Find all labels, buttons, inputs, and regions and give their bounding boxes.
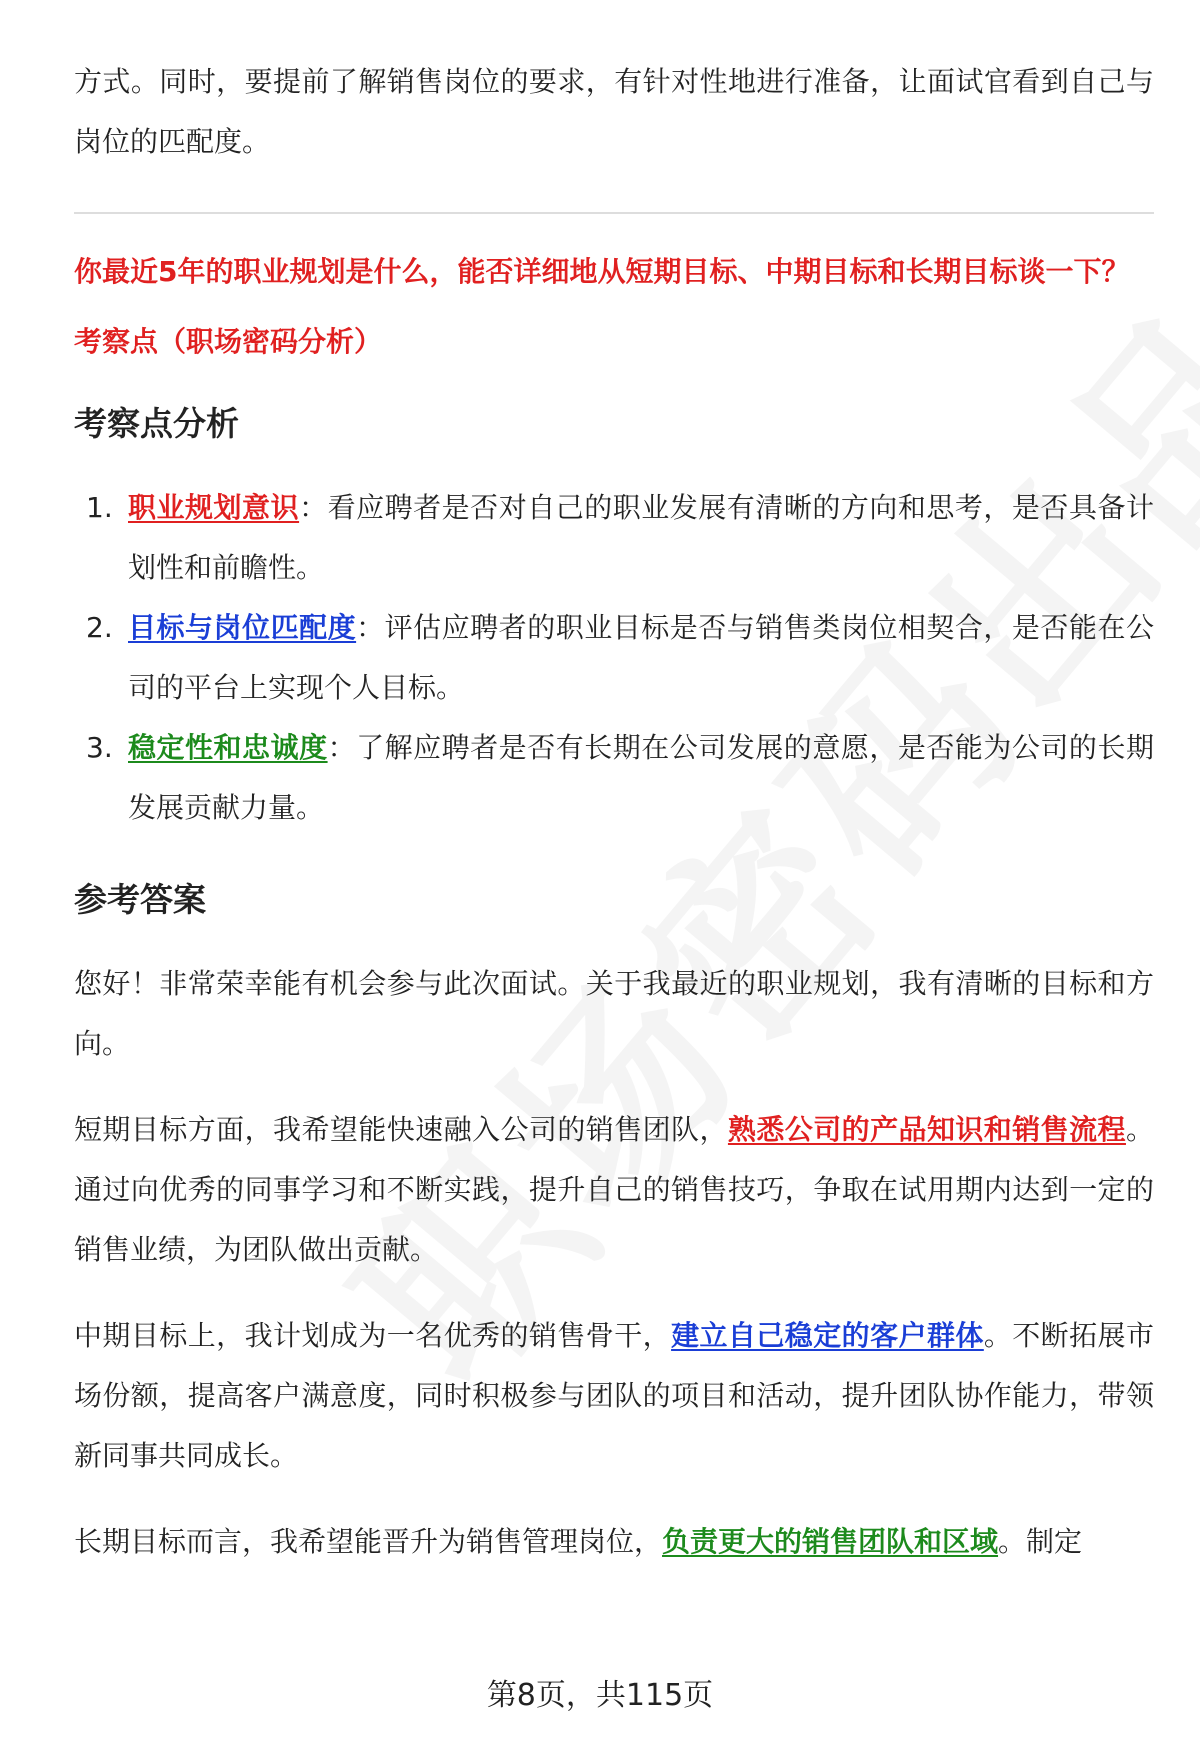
list-number: 1.: [86, 491, 113, 524]
keyword-link[interactable]: 熟悉公司的产品知识和销售流程: [727, 1113, 1126, 1146]
list-number: 2.: [86, 611, 113, 644]
separator: ：: [356, 611, 385, 644]
content: [74, 52, 1154, 1572]
analysis-heading: 考察点分析: [74, 404, 239, 443]
text-before: 中期目标上，我计划成为一名优秀的销售骨干，: [74, 1319, 672, 1352]
answer-paragraph-2: [74, 1100, 1154, 1280]
answer-paragraph-3: [74, 1306, 1154, 1486]
text-after: 。通过向优秀的同事学习和不断实践，提升自己的销售技巧，争取在试用期内达到一定的销售业绩，为团队做出贡献。: [74, 1113, 1154, 1266]
text-after: 。制定: [998, 1525, 1083, 1558]
keyword-link[interactable]: 建立自己稳定的客户群体: [671, 1319, 984, 1352]
list-number: 3.: [86, 731, 113, 764]
keyword-link[interactable]: 职业规划意识: [128, 491, 300, 524]
list-text: 评估应聘者的职业目标是否与销售类岗位相契合，是否能在公司的平台上实现个人目标。: [128, 611, 1154, 704]
list-item: [74, 478, 1154, 598]
list-item: [74, 718, 1154, 838]
text-before: 长期目标而言，我希望能晋升为销售管理岗位，: [74, 1525, 663, 1558]
separator: ：: [299, 491, 328, 524]
answer-paragraph-4: [74, 1512, 1154, 1572]
keyword-link[interactable]: 目标与岗位匹配度: [128, 611, 357, 644]
keyword-link[interactable]: 负责更大的销售团队和区域: [662, 1525, 999, 1558]
answer-paragraph-1: 您好！非常荣幸能有机会参与此次面试。关于我最近的职业规划，我有清晰的目标和方向。: [74, 967, 1154, 1060]
text-before: 短期目标方面，我希望能快速融入公司的销售团队，: [74, 1113, 728, 1146]
list-text: 看应聘者是否对自己的职业发展有清晰的方向和思考，是否具备计划性和前瞻性。: [128, 491, 1154, 584]
page-number: 第8页，共115页: [486, 1678, 714, 1713]
analysis-list: [74, 478, 1154, 838]
keyword-link[interactable]: 稳定性和忠诚度: [128, 731, 328, 764]
question-title: 你最近5年的职业规划是什么，能否详细地从短期目标、中期目标和长期目标谈一下？: [74, 255, 1130, 288]
intro-paragraph: 方式。同时，要提前了解销售岗位的要求，有针对性地进行准备，让面试官看到自己与岗位的匹配度。: [74, 65, 1154, 158]
separator: ：: [327, 731, 357, 764]
list-item: [74, 598, 1154, 718]
text-after: 。不断拓展市场份额，提高客户满意度，同时积极参与团队的项目和活动，提升团队协作能力，带领新同事共同成长。: [74, 1319, 1154, 1472]
answer-heading: 参考答案: [74, 880, 206, 919]
list-text: 了解应聘者是否有长期在公司发展的意愿，是否能为公司的长期发展贡献力量。: [128, 731, 1154, 824]
divider: [74, 212, 1154, 214]
analysis-subtitle: 考察点（职场密码分析）: [74, 325, 383, 358]
